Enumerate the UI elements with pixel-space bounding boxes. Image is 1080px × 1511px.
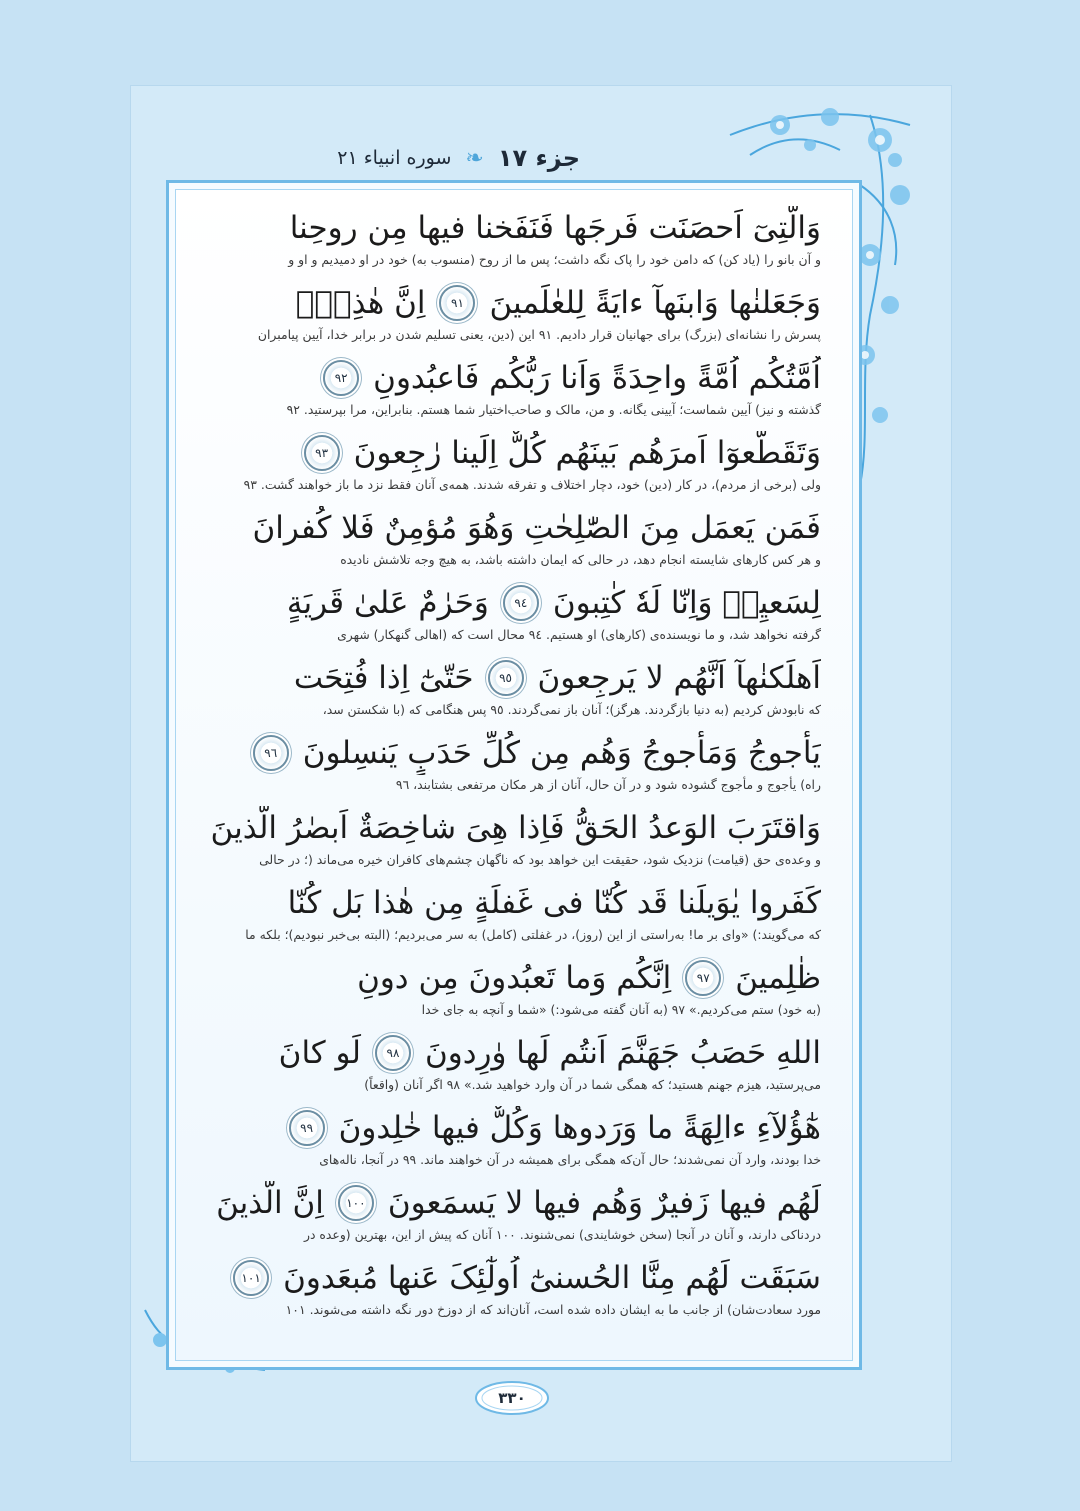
juz-label: جزء ١٧	[497, 144, 580, 172]
arabic-line	[196, 956, 821, 1000]
arabic-segment: اِنَّکُم وَما تَعبُدونَ مِن دونِ	[357, 960, 672, 996]
translation-line: دردناکی دارند، و آنان در آنجا (سخن خوشایندی) نمی‌شنوند. ١٠٠ آنان که پیش از این، بهترین (وعده در	[303, 1227, 821, 1242]
arabic-line	[196, 431, 821, 475]
arabic-line	[196, 281, 821, 325]
line-7	[196, 656, 821, 731]
arabic-segment: اِنَّ الَّذینَ	[216, 1185, 324, 1221]
arabic-segment: لَو کانَ	[278, 1035, 361, 1071]
arabic-segment: لِسَعیِهٖ وَاِنّا لَهٗ کٰتِبونَ	[552, 585, 821, 621]
arabic-segment: وَاقتَرَبَ الوَعدُ الحَقُّ فَاِذا هِیَ شاخِصَةٌ اَبصٰرُ الَّذینَ	[210, 810, 821, 846]
line-8	[196, 731, 821, 806]
verse-marker: ٩١	[439, 285, 475, 321]
translation-line: و هر کس کارهای شایسته انجام دهد، در حالی که ایمان داشته باشد، به هیچ وجه تلاشش نادیده	[340, 552, 821, 567]
verse-marker: ٩٣	[304, 435, 340, 471]
arabic-segment: اللهِ حَصَبُ جَهَنَّمَ اَنتُم لَها وٰرِدونَ	[424, 1035, 821, 1071]
arabic-segment: اِنَّ هٰذِهٖٓ	[295, 285, 426, 321]
verse-marker: ٩٥	[488, 660, 524, 696]
line-15	[196, 1256, 821, 1331]
translation-line: که می‌گویند:) «وای بر ما! به‌راستی از این (روز)، در غفلتی (کامل) به سر می‌بردیم؛ (البته بی‌خبر نبودیم)؛ بلکه ما	[245, 927, 821, 942]
line-4	[196, 431, 821, 506]
line-1	[196, 206, 821, 281]
line-10	[196, 881, 821, 956]
arabic-line	[196, 581, 821, 625]
verse-marker: ١٠٠	[338, 1185, 374, 1221]
translation-line: (به خود) ستم می‌کردیم.» ٩٧ (به آنان گفته می‌شود:) «شما و آنچه به جای خدا	[421, 1002, 821, 1017]
line-11	[196, 956, 821, 1031]
line-9	[196, 806, 821, 881]
page-header	[300, 140, 580, 176]
verse-marker: ٩٢	[323, 360, 359, 396]
arabic-segment: ظٰلِمینَ	[735, 960, 821, 996]
translation-line: گذشته و نیز) آیین شماست؛ آیینی یگانه. و من، مالک و صاحب‌اختیار شما هستم. بنابراین، مرا بپرستید. ٩٢	[286, 402, 821, 417]
arabic-segment: لَهُم فیها زَفیرٌ وَهُم فیها لا یَسمَعونَ	[387, 1185, 821, 1221]
line-14	[196, 1181, 821, 1256]
verse-marker: ٩٩	[289, 1110, 325, 1146]
line-5	[196, 506, 821, 581]
verse-marker: ٩٦	[253, 735, 289, 771]
arabic-segment: یَأجوجُ وَمَأجوجُ وَهُم مِن کُلِّ حَدَبٍ یَنسِلونَ	[302, 735, 821, 771]
translation-line: خدا بودند، وارد آن نمی‌شدند؛ حال آن‌که همگی برای همیشه در آن خواهند ماند. ٩٩ در آنجا، ناله‌های	[319, 1152, 821, 1167]
verse-marker: ٩٤	[503, 585, 539, 621]
verse-marker: ١٠١	[233, 1260, 269, 1296]
translation-line: مورد سعادت‌شان) از جانب ما به ایشان داده شده است، آنان‌اند که از دوزخ دور نگه داشته می‌شوند. ١٠١	[285, 1302, 821, 1317]
arabic-line	[196, 1256, 821, 1300]
arabic-segment: وَجَعَلنٰها وَابنَهآ ءایَةً لِلعٰلَمینَ	[489, 285, 821, 321]
translation-line: گرفته نخواهد شد، و ما نویسنده‌ی (کارهای) او هستیم. ٩٤ محال است که (اهالی گنهکار) شهری	[337, 627, 821, 642]
translation-line: راه) یأجوج و مأجوج گشوده شود و در آن حال، آنان از هر مکان مرتفعی بشتابند، ٩٦	[395, 777, 821, 792]
arabic-segment: هٰٓؤُلآءِ ءالِهَةً ما وَرَدوها وَکُلٌّ فیها خٰلِدونَ	[338, 1110, 821, 1146]
line-2	[196, 281, 821, 356]
arabic-line	[196, 356, 821, 400]
arabic-line	[196, 1106, 821, 1150]
arabic-line	[196, 1031, 821, 1075]
line-12	[196, 1031, 821, 1106]
translation-line: که نابودش کردیم (به دنیا بازگردند. هرگز)؛ آنان باز نمی‌گردند. ٩٥ پس هنگامی که (با شکستن سد،	[322, 702, 821, 717]
arabic-segment: اَهلَکنٰهآ اَنَّهُم لا یَرجِعونَ	[537, 660, 821, 696]
arabic-segment: اُمَّتُکُم اُمَّةً واحِدَةً وَاَنا رَبُّکُم فَاعبُدونِ	[373, 360, 821, 396]
line-3	[196, 356, 821, 431]
arabic-line	[196, 506, 821, 550]
page-number-badge	[472, 1378, 552, 1418]
translation-line: می‌پرستید، هیزم جهنم هستید؛ که همگی شما در آن وارد خواهید شد.» ٩٨ اگر آنان (واقعاً)	[364, 1077, 821, 1092]
line-13	[196, 1106, 821, 1181]
arabic-segment: وَحَرٰمٌ عَلیٰ قَریَةٍ	[286, 585, 489, 621]
verse-marker: ٩٧	[685, 960, 721, 996]
verse-marker: ٩٨	[375, 1035, 411, 1071]
translation-line: و وعده‌ی حق (قیامت) نزدیک شود، حقیقت این خواهد بود که ناگهان چشم‌های کافران خیره می‌ماند (؛ در حالی	[259, 852, 821, 867]
arabic-line	[196, 731, 821, 775]
arabic-line	[196, 206, 821, 250]
arabic-line	[196, 1181, 821, 1225]
arabic-segment: کَفَروا یٰوَیلَنا قَد کُنّا فی غَفلَةٍ مِن هٰذا بَل کُنّا	[287, 885, 821, 921]
arabic-line	[196, 656, 821, 700]
arabic-line	[196, 881, 821, 925]
translation-line: پسرش را نشانه‌ای (بزرگ) برای جهانیان قرار دادیم. ٩١ این (دین، یعنی تسلیم شدن در برابر خدا، آیین پیامبران	[257, 327, 821, 342]
line-6	[196, 581, 821, 656]
arabic-segment: وَتَقَطَّعوٓا اَمرَهُم بَینَهُم کُلٌّ اِلَینا رٰجِعونَ	[353, 435, 821, 471]
arabic-segment: فَمَن یَعمَل مِنَ الصّٰلِحٰتِ وَهُوَ مُؤمِنٌ فَلا کُفرانَ	[252, 510, 821, 546]
header-separator-icon: ❧	[465, 145, 484, 171]
arabic-segment: سَبَقَت لَهُم مِنَّا الحُسنیٰٓ اُولٰٓئِکَ عَنها مُبعَدونَ	[283, 1260, 821, 1296]
translation-line: و آن بانو را (یاد کن) که دامن خود را پاک نگه داشت؛ پس ما از روح (منسوب به) خود در او دمیدیم و او و	[288, 252, 821, 267]
surah-label: سوره انبیاء ٢١	[337, 147, 452, 169]
translation-line: ولی (برخی از مردم)، در کار (دین) خود، دچار اختلاف و تفرقه شدند. همه‌ی آنان فقط نزد ما باز خواهند گشت. ٩٣	[243, 477, 821, 492]
arabic-segment: وَالَّتِیٓ اَحصَنَت فَرجَها فَنَفَخنا فیها مِن روحِنا	[289, 210, 821, 246]
page-number: ٣٣٠	[498, 1389, 526, 1407]
arabic-line	[196, 806, 821, 850]
verse-lines	[196, 206, 821, 1331]
arabic-segment: حَتّیٰٓ اِذا فُتِحَت	[293, 660, 474, 696]
